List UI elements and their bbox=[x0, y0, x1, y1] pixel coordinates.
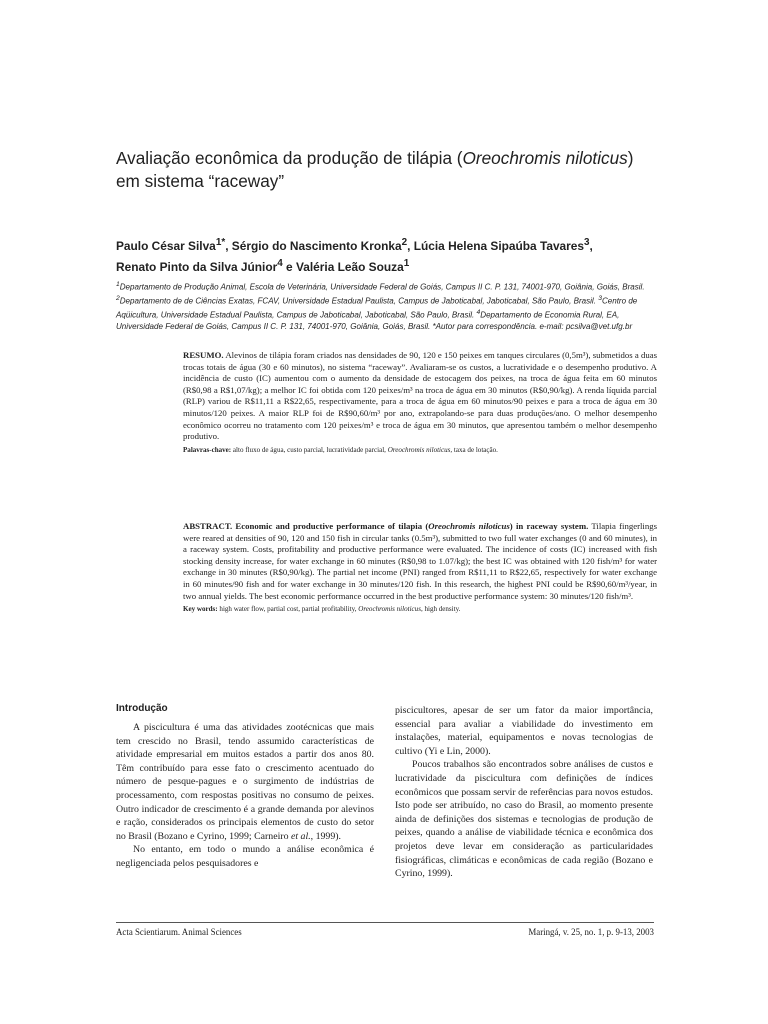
title-part1: Avaliação econômica da produção de tilápia ( bbox=[116, 148, 463, 168]
author-separator: , bbox=[589, 238, 593, 253]
intro-p1-etal: et al. bbox=[290, 830, 311, 842]
intro-paragraph-2: No entanto, em todo o mundo a análise econômica é negligenciada pelos pesquisadores e bbox=[116, 844, 374, 869]
abstract-paragraph bbox=[183, 521, 657, 602]
abstract-heading-species: Oreochromis niloticus bbox=[428, 521, 510, 531]
key-words bbox=[183, 604, 657, 614]
section-heading-introducao: Introdução bbox=[116, 703, 168, 714]
author-list bbox=[116, 234, 676, 277]
author-separator: , bbox=[225, 238, 232, 253]
abstract-heading-end: ) in raceway system. bbox=[509, 521, 589, 531]
resumo-block bbox=[183, 350, 657, 455]
resumo-heading: RESUMO. bbox=[183, 350, 224, 360]
intro-paragraph-1 bbox=[116, 721, 374, 843]
author-1: Paulo César Silva bbox=[116, 238, 216, 253]
author-separator: , bbox=[407, 238, 414, 253]
abstract-heading-text: ABSTRACT. Economic and productive performance of tilapia ( bbox=[183, 521, 429, 531]
affiliation-2: Departamento de de Ciências Exatas, FCAV, Universidade Estadual Paulista, Campus de Jaboticabal, Jaboticabal, São Paulo, Brasil. bbox=[119, 296, 599, 306]
title-part2: ) bbox=[627, 148, 634, 168]
key-words-text: high water flow, partial cost, partial profitability, bbox=[217, 605, 359, 614]
abstract-text: Tilapia fingerlings were reared at densities of 90, 120 and 150 fish in circular tanks (0.5m³), submitted to two full water exchanges (0 and 60 minutes), in a raceway system. Costs, profitability and productive performance were evaluated. The incidence of costs (IC) increased with fish stocking density increase, for water exchange in 60 minutes (R$0,98 to 1.07/kg); the best IC was obtained with 120 fish/m³ for water exchange in 30 minutes (R$0,90/kg). The partial net income (PNI) ranged from R$11,11 to R$22,65, respectively for water exchange in 60 minutes/90 fish and for water exchange in 30 minutes/120 fish. In this research, the highest PNI could be R$90,60/m³/year, in two annual yields. The best economic performance occurred in the best productive performance system: 30 minutes/120 fish/m³. bbox=[183, 521, 658, 601]
author-conjunction: e bbox=[282, 260, 296, 275]
palavras-chave bbox=[183, 445, 657, 455]
author-5-sup: 1 bbox=[403, 258, 410, 270]
affiliation-1: Departamento de Produção Animal, Escola de Veterinária, Universidade Federal de Goiás, Campus II C. P. 131, 74001-970, Goiânia, Goiás, Brasil. bbox=[119, 282, 645, 292]
body-column-left bbox=[116, 702, 374, 871]
author-4: Renato Pinto da Silva Júnior bbox=[116, 260, 278, 275]
affiliation-4-sup: 4 bbox=[476, 308, 481, 316]
author-4-sup: 4 bbox=[277, 258, 283, 270]
palavras-chave-species: Oreochromis niloticus bbox=[387, 445, 451, 454]
key-words-species: Oreochromis niloticus bbox=[358, 605, 421, 614]
affiliations bbox=[116, 279, 661, 332]
author-2-sup: 2 bbox=[401, 237, 408, 248]
intro-paragraph-3: Poucos trabalhos são encontrados sobre análises de custos e lucratividade da piscicultura com definições de índices econômicos que possam servir de referências para novos estudos. Isto pode ser atribuído, no caso do Brasil, ao momento presente ainda de definições dos sistemas e tecnologias de produção de peixes, quando a análise de viabilidade técnica e econômica dos projetos deve levar em consideração as particularidades fisiográficas, climáticas e econômicas de cada região (Bozano e Cyrino, 1999). bbox=[395, 759, 653, 880]
title-line2: em sistema “raceway” bbox=[116, 171, 285, 191]
author-5: Valéria Leão Souza bbox=[295, 260, 404, 275]
abstract-heading bbox=[183, 521, 588, 531]
abstract-block bbox=[183, 521, 657, 614]
affiliation-3-sup: 3 bbox=[598, 294, 602, 302]
resumo-text: Alevinos de tilápia foram criados nas densidades de 90, 120 e 150 peixes em tanques circulares (0,5m³), submetidos a duas trocas totais de água (30 e 60 minutos), no sistema “raceway”. Avaliaram-se os custos, a lucratividade e o desempenho produtivo. A incidência de custo (IC) aumentou com o aumento da densidade de estocagem dos peixes, na troca de água feita em 60 minutos (R$0,98 a R$1,07/kg); a melhor IC foi obtida com 120 peixes/m³ na troca de água em 30 minutos (R$0,90/kg). A renda líquida parcial (RLP) variou de R$11,11 a R$22,65, respectivamente, para a troca de água em 60 minutos/90 peixes e para a troca de água em 30 minutos/120 peixes. A maior RLP foi de R$90,60/m³ por ano, extrapolando-se para duas produções/ano. O melhor desempenho econômico ocorreu no tratamento com 120 peixes/m³ e troca de água em 30 minutos, que apresentou também o melhor desempenho produtivo. bbox=[183, 350, 657, 442]
author-3: Lúcia Helena Sipaúba Tavares bbox=[413, 238, 585, 253]
author-3-sup: 3 bbox=[584, 237, 590, 248]
palavras-chave-end: , taxa de lotação. bbox=[450, 445, 498, 454]
palavras-chave-text: alto fluxo de água, custo parcial, lucratividade parcial, bbox=[231, 445, 388, 454]
key-words-label: Key words: bbox=[183, 605, 218, 614]
palavras-chave-label: Palavras-chave: bbox=[183, 445, 232, 454]
author-2: Sérgio do Nascimento Kronka bbox=[231, 238, 402, 253]
body-column-right bbox=[395, 704, 653, 881]
resumo-paragraph bbox=[183, 350, 657, 443]
footer-journal: Acta Scientiarum. Animal Sciences bbox=[116, 927, 242, 937]
footer-divider bbox=[116, 922, 654, 923]
article-title bbox=[116, 147, 676, 193]
key-words-end: , high density. bbox=[420, 605, 461, 614]
intro-p1-end: , 1999). bbox=[310, 830, 342, 842]
author-1-sup: 1* bbox=[215, 237, 226, 248]
affiliation-text bbox=[116, 279, 661, 332]
affiliation-1-sup: 1 bbox=[116, 281, 120, 288]
affiliation-3: Centro de Aqüicultura, Universidade Estadual Paulista, Campus de Jaboticabal, Jaboticabal, São Paulo, Brasil. bbox=[116, 296, 638, 320]
title-species: Oreochromis niloticus bbox=[462, 148, 628, 168]
footer-citation: Maringá, v. 25, no. 1, p. 9-13, 2003 bbox=[528, 927, 654, 937]
affiliation-4: Departamento de Economia Rural, EA, Universidade Federal de Goiás, Campus II C. P. 131, 74001-970, Goiânia, Goiás, Brasil. *Autor para correspondência. e-mail: pcsilva@vet.ufg.br bbox=[116, 310, 633, 331]
affiliation-2-sup: 2 bbox=[116, 294, 120, 302]
intro-paragraph-2-continued: piscicultores, apesar de ser um fator da maior importância, essencial para avaliar a viabilidade do investimento em instalações, material, equipamentos e novas tecnologias de cultivo (Yi e Lin, 2000). bbox=[395, 705, 653, 757]
intro-p1-text: A piscicultura é uma das atividades zootécnicas que mais tem crescido no Brasil, tendo assumido características de atividade empresarial em muitos estados a partir dos anos 80. Têm contribuído para esse fato o crescimento acentuado do número de pesque-pagues e o surgimento de indústrias de processamento, com respostas positivas no consumo de peixes. Outro indicador de crescimento é a grande demanda por alevinos e ração, considerados os principais elementos de custo do setor no Brasil (Bozano e Cyrino, 1999; Carneiro bbox=[116, 722, 374, 842]
